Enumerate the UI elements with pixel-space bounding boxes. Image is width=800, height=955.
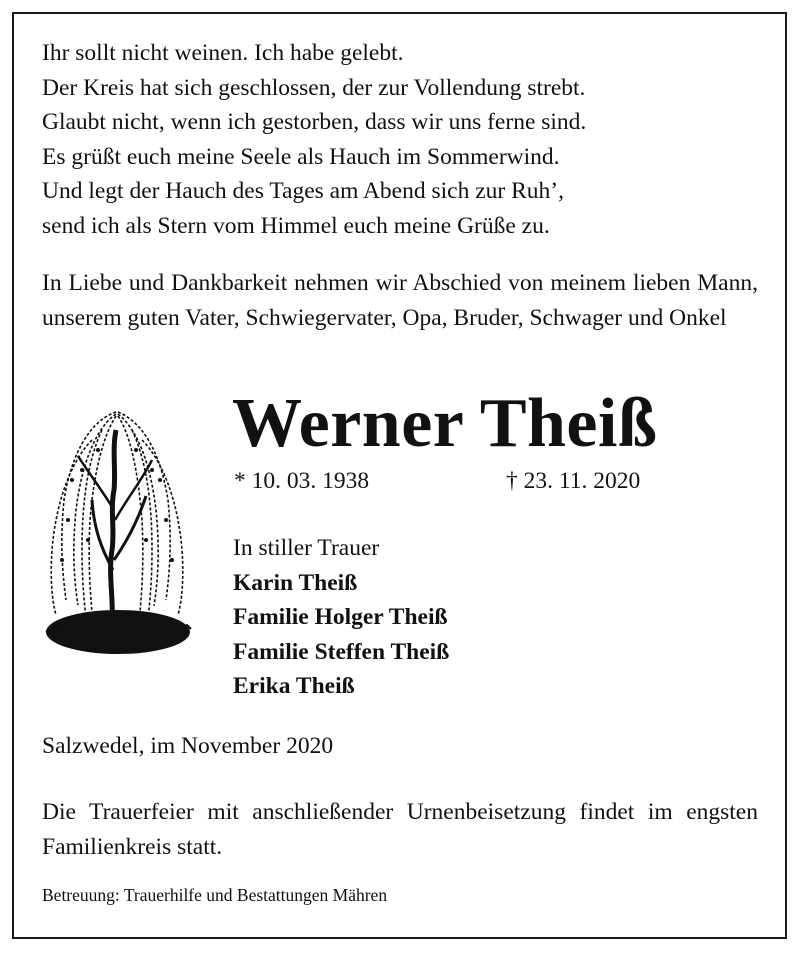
poem-line: Der Kreis hat sich geschlossen, der zur Vollendung strebt. <box>42 74 586 101</box>
mourner-name: Karin Theiß <box>233 569 358 596</box>
poem-line: Ihr sollt nicht weinen. Ich habe gelebt. <box>42 40 404 66</box>
poem-line: send ich als Stern vom Himmel euch meine Grüße zu. <box>42 212 550 239</box>
mourner-name: Familie Holger Theiß <box>233 604 448 630</box>
poem-line: Glaubt nicht, wenn ich gestorben, dass wir uns ferne sind. <box>42 109 587 135</box>
death-date: † 23. 11. 2020 <box>506 468 641 494</box>
ceremony-note: Die Trauerfeier mit anschließender Urnenbeisetzung findet im engsten Familienkreis statt. <box>42 799 758 860</box>
mourner-name: Familie Steffen Theiß <box>233 638 450 665</box>
farewell-intro: In Liebe und Dankbarkeit nehmen wir Abschied von meinem lieben Mann, unserem guten Vater, Schwiegervater, Opa, Bruder, Schwager und Onkel <box>42 270 758 331</box>
poem-line: Es grüßt euch meine Seele als Hauch im Sommerwind. <box>42 143 560 170</box>
birth-date: * 10. 03. 1938 <box>234 468 370 494</box>
mourners <box>233 531 449 704</box>
mourner-name: Erika Theiß <box>233 673 355 699</box>
poem <box>42 36 762 243</box>
poem-line: Und legt der Hauch des Tages am Abend sich zur Ruh’, <box>42 178 564 204</box>
weeping-willow-tree-icon <box>42 400 194 672</box>
funeral-home-credit: Betreuung: Trauerhilfe und Bestattungen Mähren <box>42 885 388 905</box>
place-date: Salzwedel, im November 2020 <box>42 733 334 759</box>
mourners-heading: In stiller Trauer <box>233 535 380 561</box>
deceased-name: Werner Theiß <box>232 385 658 462</box>
